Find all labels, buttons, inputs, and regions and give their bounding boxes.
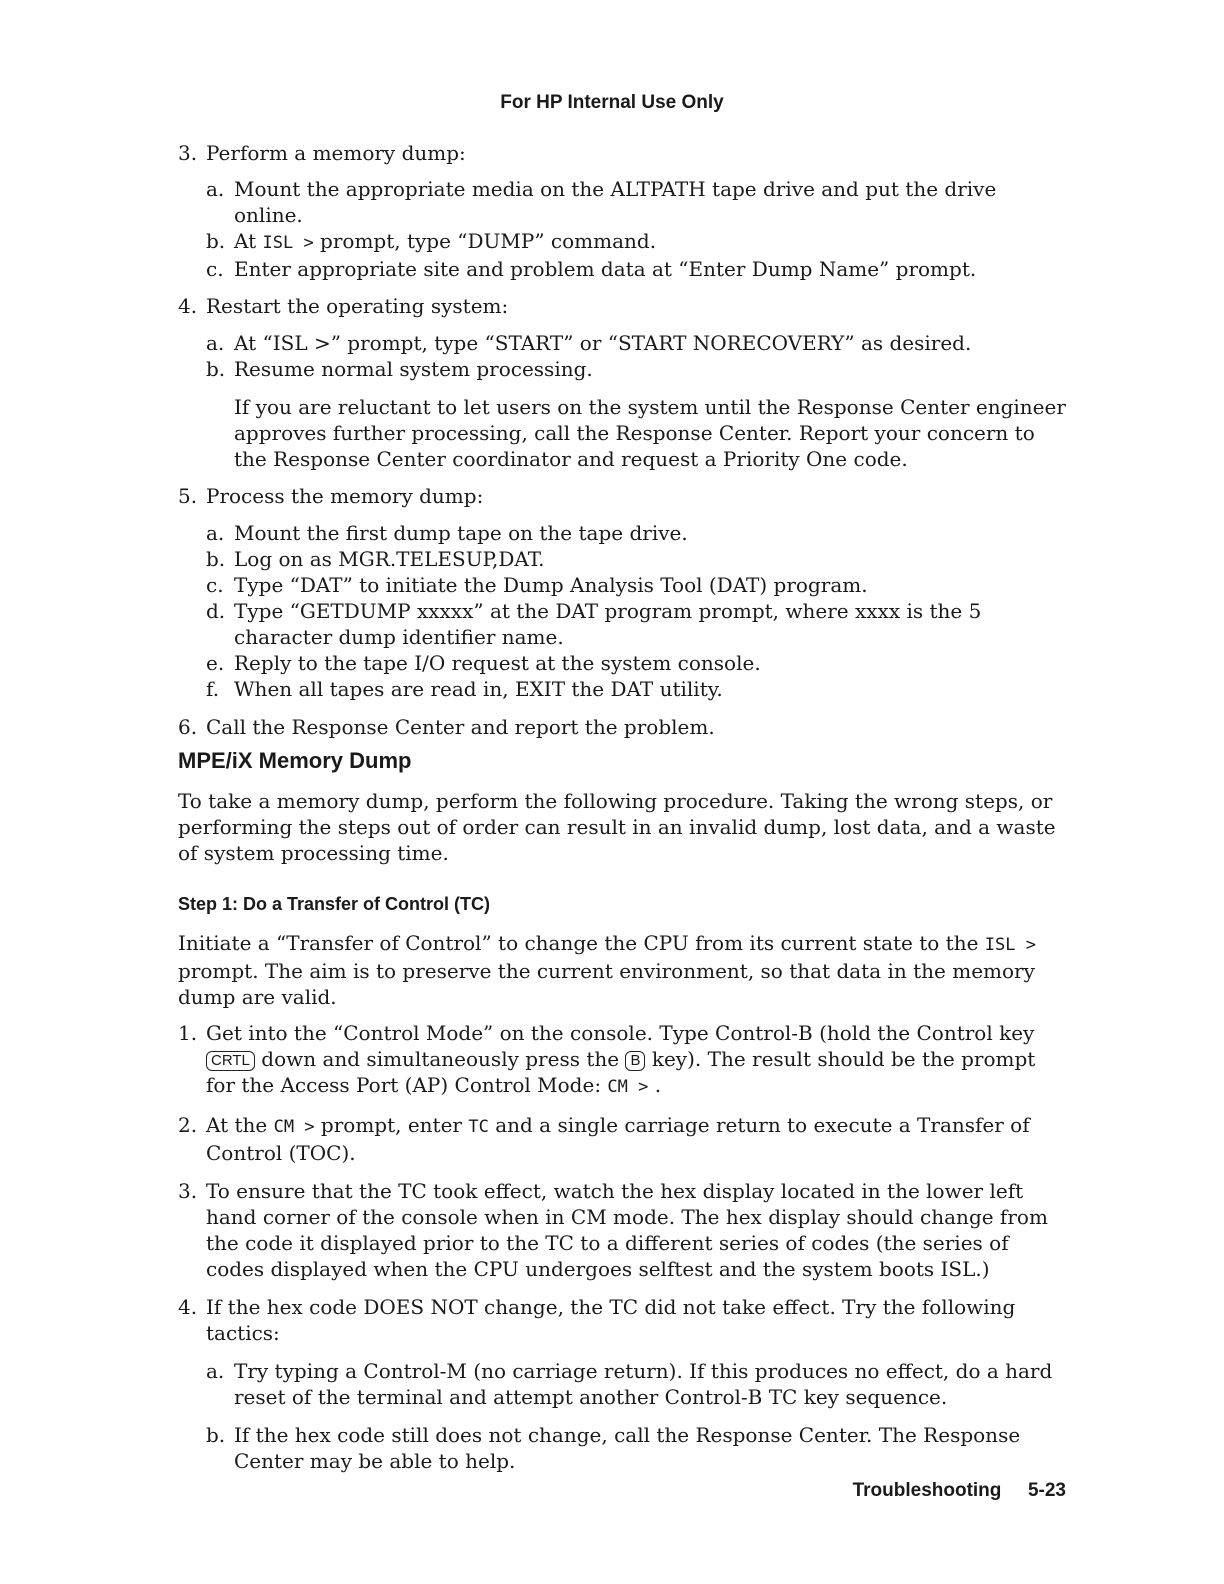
sub-item-4a: a. At “ISL >” prompt, type “START” or “START NORECOVERY” as desired. xyxy=(206,331,972,355)
list2-item-4: 4. If the hex code DOES NOT change, the TC did not take effect. Try the following tactics: xyxy=(178,1295,1016,1345)
section-intro: To take a memory dump, perform the following procedure. Taking the wrong steps, or performing the steps out of order can result in an invalid dump, lost data, and a waste of system processing time. xyxy=(178,789,1056,865)
step-title: Step 1: Do a Transfer of Control (TC) xyxy=(178,894,491,914)
sub-item-5f: f. When all tapes are read in, EXIT the DAT utility. xyxy=(206,677,723,701)
list-item-3: 3. Perform a memory dump: xyxy=(178,141,466,165)
note-paragraph: If you are reluctant to let users on the system until the Response Center engineer approves further processing, call the Response Center. Report your concern to the Response Center coordinator and request a Priority One code. xyxy=(234,395,1066,471)
sub-item-4b: b. Resume normal system processing. xyxy=(206,357,593,381)
ctrl-key-icon: CRTL xyxy=(206,1051,255,1071)
list-item-6: 6. Call the Response Center and report the problem. xyxy=(178,715,715,739)
page-footer xyxy=(853,1480,1066,1502)
sub-item-5c: c. Type “DAT” to initiate the Dump Analysis Tool (DAT) program. xyxy=(206,573,868,597)
code-cm-prompt-2: CM > xyxy=(273,1117,315,1137)
sub-item-5a: a. Mount the first dump tape on the tape drive. xyxy=(206,521,688,545)
code-tc: TC xyxy=(468,1117,489,1137)
section-title: MPE/iX Memory Dump xyxy=(178,748,412,773)
sub-item-5e: e. Reply to the tape I/O request at the system console. xyxy=(206,651,761,675)
b-key-icon: B xyxy=(625,1051,645,1071)
step-intro: Initiate a “Transfer of Control” to change the CPU from its current state to the ISL > prompt. The aim is to preserve the current environment, so that data in the memory dump are valid. xyxy=(178,931,1036,1009)
sub-item-3b: b. At ISL > prompt, type “DUMP” command. xyxy=(206,229,657,253)
sub-item-3a: a. Mount the appropriate media on the ALTPATH tape drive and put the drive online. xyxy=(206,177,997,227)
code-cm-prompt: CM > xyxy=(607,1077,649,1097)
sub-item-5b: b. Log on as MGR.TELESUP,DAT. xyxy=(206,547,545,571)
sub-item-4b-tactic: b. If the hex code still does not change, call the Response Center. The Response Center may be able to help. xyxy=(206,1423,1021,1473)
list-item-4: 4. Restart the operating system: xyxy=(178,294,509,318)
code-isl-prompt-2: ISL > xyxy=(984,935,1036,955)
procedure-list-1 xyxy=(178,140,1068,740)
code-isl-prompt: ISL > xyxy=(262,233,314,253)
footer-section: Troubleshooting xyxy=(852,1480,1002,1501)
sub-item-5d: d. Type “GETDUMP xxxxx” at the DAT program prompt, where xxxx is the 5 character dump identifier name. xyxy=(206,599,982,649)
list-item-5: 5. Process the memory dump: xyxy=(178,484,484,508)
page-header: For HP Internal Use Only xyxy=(500,92,724,113)
procedure-list-2 xyxy=(178,1020,1068,1474)
sub-item-3c: c. Enter appropriate site and problem data at “Enter Dump Name” prompt. xyxy=(206,257,977,281)
page-number: 5-23 xyxy=(1027,1480,1066,1501)
list2-item-3: 3. To ensure that the TC took effect, watch the hex display located in the lower left hand corner of the console when in CM mode. The hex display should change from the code it displayed prior to the TC to a different series of codes (the series of codes displayed when the CPU undergoes selftest and the system boots ISL.) xyxy=(178,1179,1048,1281)
list2-item-2: 2. At the CM > prompt, enter TC and a single carriage return to execute a Transfer of Control (TOC). xyxy=(178,1113,1030,1165)
sub-item-4a-tactic: a. Try typing a Control-M (no carriage return). If this produces no effect, do a hard reset of the terminal and attempt another Control-B TC key sequence. xyxy=(206,1359,1053,1409)
list2-item-1: 1. Get into the “Control Mode” on the console. Type Control-B (hold the Control key CRTL down and simultaneously press the B key). The result should be the prompt for the Access Port (AP) Control Mode: CM > . xyxy=(178,1021,1036,1097)
